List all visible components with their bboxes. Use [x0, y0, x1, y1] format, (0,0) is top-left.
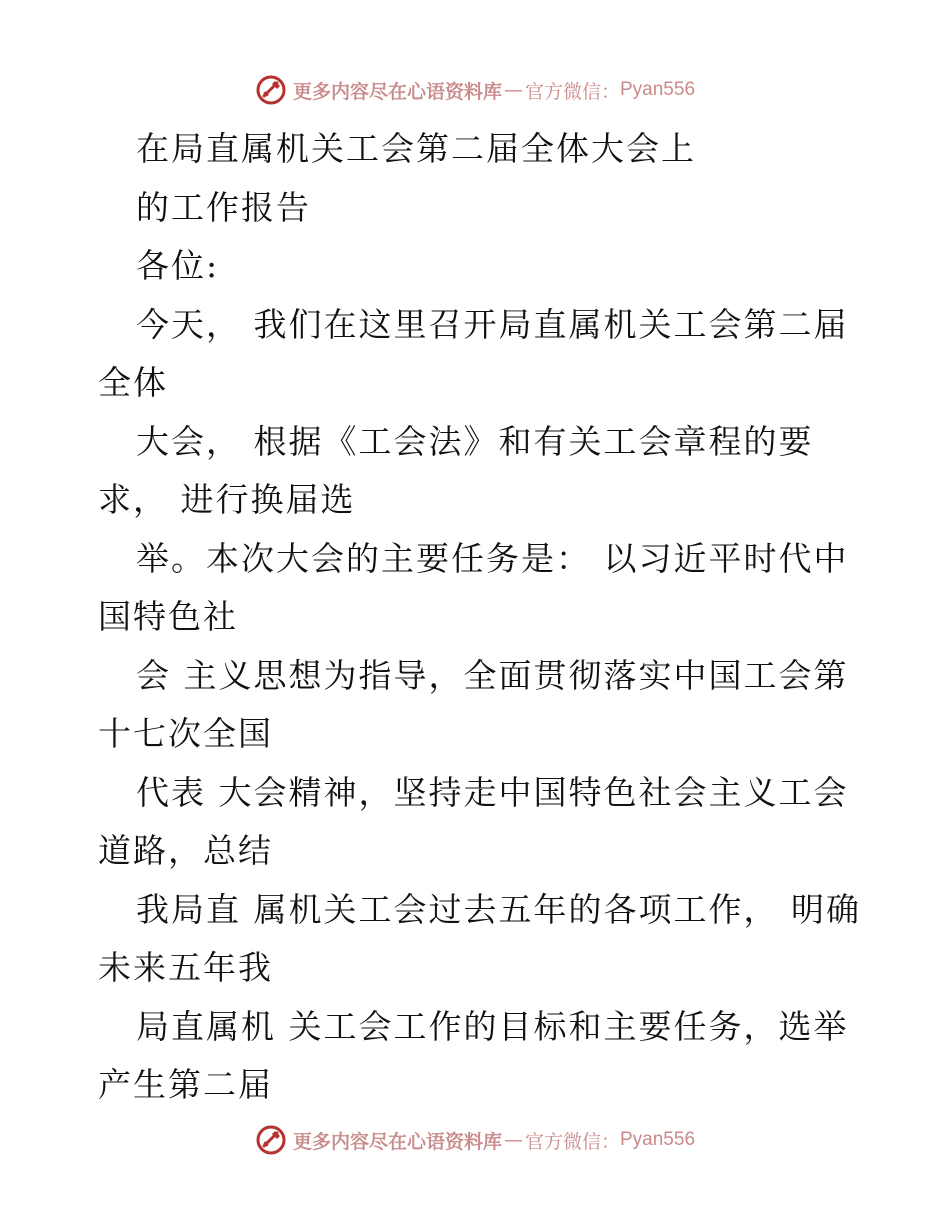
- document-line: 道路，总结: [98, 831, 273, 870]
- footer-banner: [0, 1120, 950, 1160]
- document-line: 的工作报告: [136, 187, 311, 227]
- brand-logo-icon: [255, 1124, 287, 1156]
- document-line: 各位:: [136, 246, 220, 285]
- document-line: 十七次全国: [98, 714, 273, 753]
- banner-wechat-label: 官方微信：: [524, 80, 620, 103]
- document-line: 产生第二届: [98, 1065, 273, 1104]
- document-line: 未来五年我: [98, 948, 273, 987]
- document-line: 会 主义思想为指导，全面贯彻落实中国工会第: [136, 655, 849, 695]
- document-line: 大会， 根据《工会法》和有关工会章程的要: [136, 421, 814, 461]
- document-line: 我局直 属机关工会过去五年的各项工作， 明确: [136, 889, 861, 929]
- brand-logo-icon: [255, 74, 287, 106]
- banner-title: 更多内容尽在心语资料库: [292, 1130, 502, 1153]
- document-line: 今天， 我们在这里召开局直属机关工会第二届: [136, 304, 849, 344]
- banner-wechat-id: Pyan556: [620, 79, 696, 100]
- document-line: 全体: [98, 363, 168, 402]
- document-line: 代表 大会精神，坚持走中国特色社会主义工会: [136, 772, 849, 812]
- document-line: 国特色社: [98, 597, 238, 636]
- banner-separator: —: [503, 79, 523, 101]
- document-body: [98, 120, 861, 1115]
- banner-title: 更多内容尽在心语资料库: [292, 80, 502, 103]
- banner-separator: —: [503, 1129, 523, 1151]
- banner-wechat-label: 官方微信：: [524, 1130, 620, 1153]
- document-line: 局直属机 关工会工作的目标和主要任务，选举: [136, 1006, 849, 1046]
- banner-wechat-id: Pyan556: [620, 1129, 696, 1150]
- document-line: 求， 进行换届选: [98, 480, 356, 519]
- header-banner: [0, 70, 950, 110]
- document-line: 举。本次大会的主要任务是： 以习近平时代中: [136, 538, 849, 578]
- document-line: 在局直属机关工会第二届全体大会上: [136, 129, 696, 168]
